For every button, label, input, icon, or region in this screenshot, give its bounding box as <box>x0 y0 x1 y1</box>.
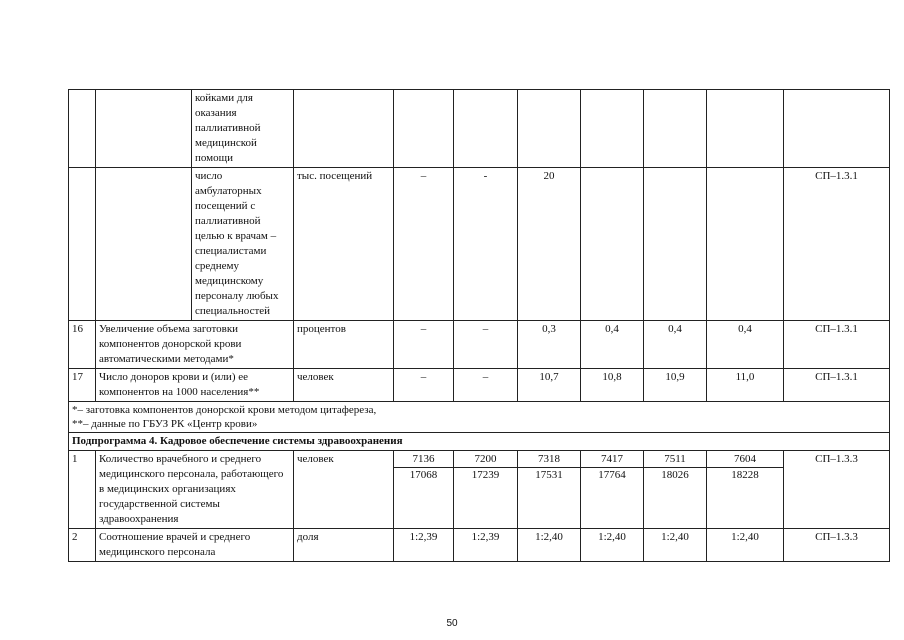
table-row-continuation-visits <box>69 168 890 321</box>
value-top: 7200 <box>474 453 497 465</box>
cell-value <box>581 90 644 168</box>
table-row-1 <box>69 451 890 529</box>
cell-value-pair <box>644 451 707 529</box>
cell-value: – <box>454 321 518 369</box>
cell-value-pair <box>518 451 581 529</box>
cell-ref: СП–1.3.1 <box>784 369 890 402</box>
cell-value: - <box>454 168 518 321</box>
cell-unit: тыс. посещений <box>294 168 394 321</box>
cell-value-pair <box>394 451 454 529</box>
cell-value: 0,4 <box>644 321 707 369</box>
value-top: 7318 <box>538 453 560 465</box>
value-bottom: 17531 <box>518 467 580 483</box>
cell-value: 0,3 <box>518 321 581 369</box>
cell-desc: число амбулаторных посещений с паллиативной целью к врачам – специалистами среднему медицинскому персоналу любых специальностей <box>192 168 294 321</box>
footnote-1: *– заготовка компонентов донорской крови методом цитафереза, <box>72 404 377 416</box>
cell-value: 1:2,40 <box>707 529 784 562</box>
value-bottom: 18026 <box>644 467 706 483</box>
value-top: 7417 <box>601 453 623 465</box>
cell-value: 0,4 <box>707 321 784 369</box>
cell-ref: СП–1.3.3 <box>784 529 890 562</box>
cell-value: 1:2,40 <box>644 529 707 562</box>
value-top: 7604 <box>734 453 756 465</box>
cell-unit: человек <box>294 369 394 402</box>
cell-value <box>707 168 784 321</box>
cell-ref: СП–1.3.3 <box>784 451 890 529</box>
cell-value: 11,0 <box>707 369 784 402</box>
footnote-2: **– данные по ГБУЗ РК «Центр крови» <box>72 418 258 430</box>
cell-value: 0,4 <box>581 321 644 369</box>
page-number: 50 <box>446 618 458 629</box>
cell-desc: Число доноров крови и (или) ее компонентов на 1000 населения** <box>96 369 294 402</box>
cell-value: – <box>454 369 518 402</box>
cell-value: 10,7 <box>518 369 581 402</box>
cell-value: 10,8 <box>581 369 644 402</box>
value-top: 7511 <box>664 453 686 465</box>
cell-num <box>69 90 96 168</box>
cell-value <box>394 90 454 168</box>
cell-num: 16 <box>69 321 96 369</box>
cell-value: 1:2,40 <box>581 529 644 562</box>
value-top: 7136 <box>412 453 435 465</box>
cell-num: 17 <box>69 369 96 402</box>
cell-unit: процентов <box>294 321 394 369</box>
cell-value: 1:2,39 <box>454 529 518 562</box>
cell-spacer <box>96 168 192 321</box>
cell-value <box>644 168 707 321</box>
cell-value-pair <box>707 451 784 529</box>
cell-value <box>644 90 707 168</box>
cell-value-pair <box>454 451 518 529</box>
cell-value <box>454 90 518 168</box>
cell-value: 1:2,39 <box>394 529 454 562</box>
cell-desc: койками для оказания паллиативной медицинской помощи <box>192 90 294 168</box>
table-row-subprogram-heading <box>69 433 890 451</box>
cell-value: – <box>394 168 454 321</box>
cell-value: 1:2,40 <box>518 529 581 562</box>
table-row-16 <box>69 321 890 369</box>
table-row-footnotes <box>69 402 890 433</box>
cell-desc: Увеличение объема заготовки компонентов донорской крови автоматическими методами* <box>96 321 294 369</box>
cell-value-pair <box>581 451 644 529</box>
cell-unit: доля <box>294 529 394 562</box>
table-row-continuation-beds <box>69 90 890 168</box>
value-bottom: 17068 <box>394 467 453 483</box>
cell-unit: человек <box>294 451 394 529</box>
value-bottom: 17239 <box>454 467 517 483</box>
cell-value: – <box>394 321 454 369</box>
cell-unit <box>294 90 394 168</box>
cell-ref <box>784 90 890 168</box>
cell-value: 20 <box>518 168 581 321</box>
footnotes-cell <box>69 402 890 433</box>
value-bottom: 17764 <box>581 467 643 483</box>
cell-num <box>69 168 96 321</box>
cell-value <box>518 90 581 168</box>
cell-ref: СП–1.3.1 <box>784 321 890 369</box>
cell-value <box>707 90 784 168</box>
table-row-17 <box>69 369 890 402</box>
table-row-2 <box>69 529 890 562</box>
cell-value: 10,9 <box>644 369 707 402</box>
cell-value <box>581 168 644 321</box>
indicators-table <box>68 89 890 562</box>
cell-spacer <box>96 90 192 168</box>
cell-num: 2 <box>69 529 96 562</box>
cell-value: – <box>394 369 454 402</box>
cell-desc: Соотношение врачей и среднего медицинского персонала <box>96 529 294 562</box>
cell-num: 1 <box>69 451 96 529</box>
cell-ref: СП–1.3.1 <box>784 168 890 321</box>
cell-desc: Количество врачебного и среднего медицинского персонала, работающего в медицинских организациях государственной системы здравоохранения <box>96 451 294 529</box>
subprogram-heading: Подпрограмма 4. Кадровое обеспечение системы здравоохранения <box>69 433 890 451</box>
value-bottom: 18228 <box>707 467 783 483</box>
